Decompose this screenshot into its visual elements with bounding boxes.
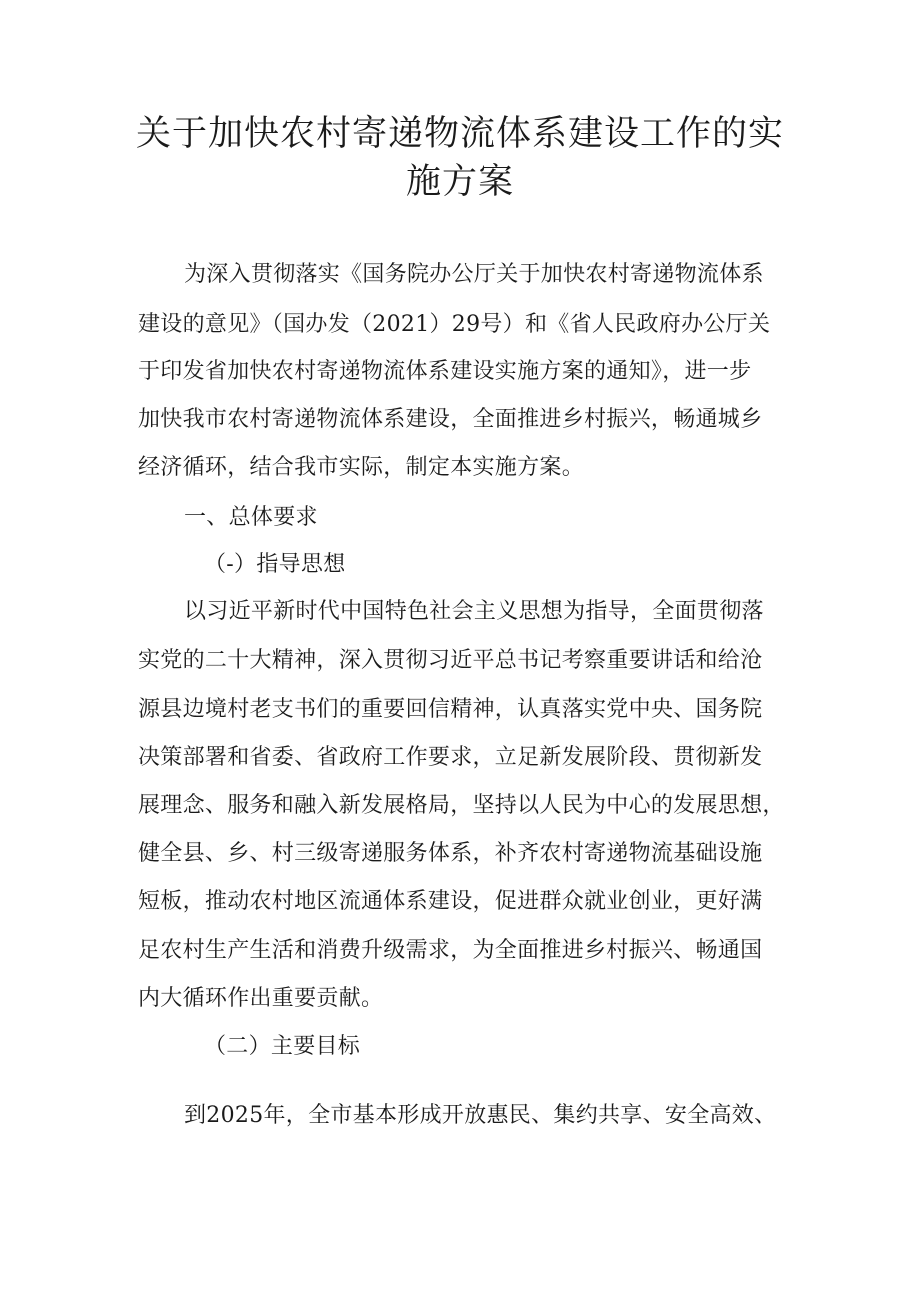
guiding-line-2: 实党的二十大精神，深入贯彻习近平总书记考察重要讲话和给沧 [138,648,763,673]
intro-line-1: 为深入贯彻落实《国务院办公厅关于加快农村寄递物流体系 [184,262,764,287]
guiding-line-5: 展理念、服务和融入新发展格局，坚持以人民为中心的发展思想， [138,793,785,818]
document-title-line-1: 关于加快农村寄递物流体系建设工作的实 [135,114,784,154]
subsection-heading-guiding-thought: （-）指导思想 [204,552,346,577]
guiding-line-9: 内大循环作出重要贡献。 [138,986,384,1011]
guiding-line-6: 健全县、乡、村三级寄递服务体系，补齐农村寄递物流基础设施 [138,841,763,866]
subsection-heading-main-goals: （二）主要目标 [204,1034,361,1059]
intro-line-5: 经济循环，结合我市实际，制定本实施方案。 [138,455,585,480]
guiding-line-7: 短板，推动农村地区流通体系建设，促进群众就业创业，更好满 [138,889,763,914]
intro-line-3: 于印发省加快农村寄递物流体系建设实施方案的通知》，进一步 [138,359,752,384]
intro-line-4: 加快我市农村寄递物流体系建设，全面推进乡村振兴，畅通城乡 [138,407,763,432]
intro-line-2: 建设的意见》（国办发（2021）29号）和《省人民政府办公厅关 [138,312,771,337]
guiding-line-1: 以习近平新时代中国特色社会主义思想为指导，全面贯彻落 [184,599,764,624]
guiding-line-8: 足农村生产生活和消费升级需求，为全面推进乡村振兴、畅通国 [138,938,763,963]
guiding-line-3: 源县边境村老支书们的重要回信精神，认真落实党中央、国务院 [138,697,763,722]
goal-line-1: 到2025年，全市基本形成开放惠民、集约共享、安全高效、 [184,1103,777,1128]
section-heading-general-requirements: 一、总体要求 [184,505,318,530]
document-title-line-2: 施方案 [405,162,514,202]
guiding-line-4: 决策部署和省委、省政府工作要求，立足新发展阶段、贯彻新发 [138,745,763,770]
